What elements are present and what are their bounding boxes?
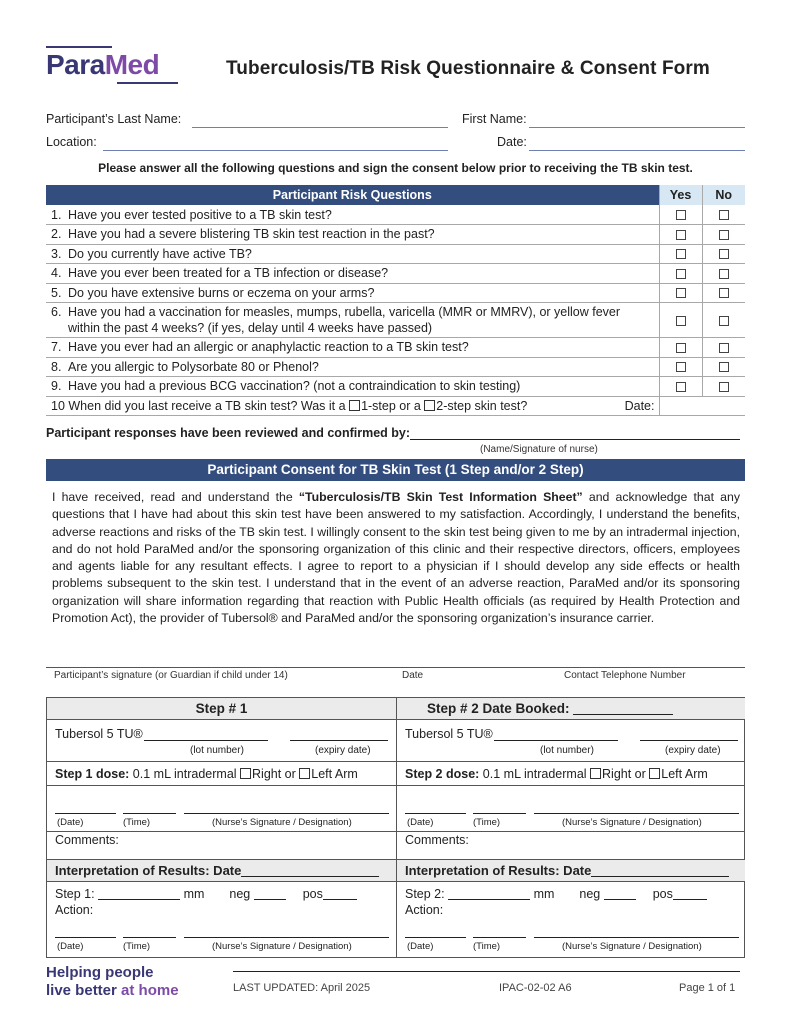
no-checkbox[interactable] bbox=[719, 343, 729, 353]
step-2-header-label: Step # 2 Date Booked: bbox=[427, 701, 570, 716]
question-number: 5. bbox=[51, 285, 62, 300]
result-label: Step 1: bbox=[55, 887, 95, 901]
question-row-10 bbox=[46, 396, 745, 416]
left-arm-checkbox[interactable] bbox=[649, 768, 660, 779]
participant-signature-label: Participant’s signature (or Guardian if child under 14) bbox=[54, 670, 288, 681]
no-checkbox[interactable] bbox=[719, 382, 729, 392]
consent-header: Participant Consent for TB Skin Test (1 Step and/or 2 Step) bbox=[46, 459, 745, 481]
page-title: Tuberculosis/TB Risk Questionnaire & Consent Form bbox=[226, 58, 710, 79]
time-caption: (Time) bbox=[473, 941, 501, 952]
last-name-field[interactable] bbox=[192, 127, 448, 128]
question-row-1 bbox=[46, 205, 745, 225]
result-label: Step 2: bbox=[405, 887, 445, 901]
question-row-3 bbox=[46, 244, 745, 264]
result-nurse-signature-field[interactable] bbox=[534, 937, 739, 938]
interpretation-date-field[interactable] bbox=[241, 863, 379, 877]
admin-date-field[interactable] bbox=[405, 813, 466, 814]
last-test-date-label: Date: bbox=[624, 398, 655, 413]
question-row-2 bbox=[46, 225, 745, 245]
expiry-date-field[interactable] bbox=[640, 740, 738, 741]
question-text: Have you had a previous BCG vaccination? (not a contraindication to skin testing) bbox=[68, 379, 521, 394]
date-caption: (Date) bbox=[57, 941, 84, 952]
left-arm-checkbox[interactable] bbox=[299, 768, 310, 779]
tagline-line1: Helping people bbox=[46, 964, 154, 981]
right-arm-checkbox[interactable] bbox=[240, 768, 251, 779]
last-name-label: Participant’s Last Name: bbox=[46, 112, 182, 126]
participant-signature-line[interactable] bbox=[46, 667, 745, 668]
yes-checkbox[interactable] bbox=[676, 249, 686, 259]
interpretation-date-field[interactable] bbox=[591, 863, 729, 877]
dose-label: Step 2 dose: bbox=[405, 767, 480, 781]
question-text-line2: within the past 4 weeks? (if yes, delay until 4 weeks have passed) bbox=[68, 321, 433, 335]
nurse-signature-caption: (Nurse’s Signature / Designation) bbox=[212, 817, 352, 828]
document-code: IPAC-02-02 A6 bbox=[499, 982, 572, 994]
step-2-tubersol-row bbox=[397, 720, 745, 762]
paramed-logo bbox=[46, 46, 181, 86]
instructions: Please answer all the following questions and sign the consent below prior to receiving the TB skin test. bbox=[98, 161, 693, 175]
lot-number-caption: (lot number) bbox=[540, 745, 594, 756]
question-row-9 bbox=[46, 377, 745, 397]
step-2-booked-date-field[interactable] bbox=[573, 701, 673, 715]
neg-label: neg bbox=[579, 887, 601, 901]
question-number: 4. bbox=[51, 266, 62, 281]
time-caption: (Time) bbox=[123, 817, 151, 828]
no-checkbox[interactable] bbox=[719, 316, 729, 326]
tagline-accent: at home bbox=[121, 982, 179, 999]
date-field[interactable] bbox=[529, 150, 745, 151]
dose-text: 0.1 mL intradermal bbox=[479, 767, 591, 781]
tagline-line2: live better bbox=[46, 982, 122, 999]
step-1-dose-row bbox=[47, 762, 396, 786]
question-text: Have you ever tested positive to a TB skin test? bbox=[68, 207, 332, 222]
action-label: Action: bbox=[405, 903, 444, 917]
right-arm-label: Right or bbox=[602, 767, 650, 781]
time-caption: (Time) bbox=[123, 941, 151, 952]
step-2-dose-row bbox=[397, 762, 745, 786]
dose-label: Step 1 dose: bbox=[55, 767, 130, 781]
nurse-signature-caption: (Nurse’s Signature / Designation) bbox=[562, 941, 702, 952]
question-row-8 bbox=[46, 357, 745, 377]
induration-mm-field[interactable] bbox=[448, 886, 530, 900]
no-checkbox[interactable] bbox=[719, 230, 729, 240]
question-text: Have you ever been treated for a TB infection or disease? bbox=[68, 266, 389, 281]
question-number: 6. bbox=[51, 305, 62, 319]
question-row-5 bbox=[46, 283, 745, 303]
yes-checkbox[interactable] bbox=[676, 230, 686, 240]
consent-text-pre: I have received, read and understand the bbox=[52, 490, 299, 504]
step-1-admin-row bbox=[47, 786, 396, 832]
footer-rule bbox=[233, 971, 740, 972]
question-text: Do you currently have active TB? bbox=[68, 246, 252, 261]
admin-time-field[interactable] bbox=[123, 813, 176, 814]
risk-questions-table bbox=[46, 185, 745, 416]
one-step-label: 1-step or a bbox=[361, 398, 425, 413]
result-time-field[interactable] bbox=[123, 937, 176, 938]
neg-field[interactable] bbox=[604, 886, 636, 900]
risk-questions-header: Participant Risk Questions bbox=[46, 185, 659, 205]
step-2-results bbox=[397, 882, 745, 959]
signature-date-label: Date bbox=[402, 670, 424, 681]
neg-field[interactable] bbox=[254, 886, 286, 900]
tagline bbox=[46, 964, 179, 1000]
no-checkbox[interactable] bbox=[719, 362, 729, 372]
dose-text: 0.1 mL intradermal bbox=[129, 767, 241, 781]
lot-number-field[interactable] bbox=[494, 740, 618, 741]
left-arm-label: Left Arm bbox=[661, 767, 708, 781]
yes-checkbox[interactable] bbox=[676, 382, 686, 392]
yes-checkbox[interactable] bbox=[676, 269, 686, 279]
question-number: 8. bbox=[51, 359, 62, 374]
review-label: Participant responses have been reviewed and confirmed by: bbox=[46, 426, 411, 440]
comments-label: Comments: bbox=[55, 833, 119, 847]
expiry-date-field[interactable] bbox=[290, 740, 388, 741]
lot-number-field[interactable] bbox=[144, 740, 268, 741]
date-label: Date: bbox=[497, 135, 527, 149]
comments-label: Comments: bbox=[405, 833, 469, 847]
tubersol-label: Tubersol 5 TU® bbox=[55, 727, 143, 741]
consent-text bbox=[52, 489, 740, 627]
expiry-date-caption: (expiry date) bbox=[315, 745, 371, 756]
question-text: Have you ever had an allergic or anaphylactic reaction to a TB skin test? bbox=[68, 340, 469, 355]
contact-phone-label: Contact Telephone Number bbox=[564, 670, 686, 681]
step-1-comments[interactable] bbox=[47, 832, 396, 860]
yes-header: Yes bbox=[659, 185, 702, 205]
step-1-header: Step # 1 bbox=[47, 698, 396, 720]
time-caption: (Time) bbox=[473, 817, 501, 828]
step-1-tubersol-row bbox=[47, 720, 396, 762]
right-arm-checkbox[interactable] bbox=[590, 768, 601, 779]
left-arm-label: Left Arm bbox=[311, 767, 358, 781]
question-text: Are you allergic to Polysorbate 80 or Phenol? bbox=[68, 359, 319, 374]
nurse-signature-caption: (Nurse’s Signature / Designation) bbox=[212, 941, 352, 952]
first-name-label: First Name: bbox=[462, 112, 527, 126]
date-caption: (Date) bbox=[407, 941, 434, 952]
yes-checkbox[interactable] bbox=[676, 316, 686, 326]
steps-table bbox=[46, 697, 745, 958]
nurse-signature-field[interactable] bbox=[410, 439, 740, 440]
action-label: Action: bbox=[55, 903, 94, 917]
question-number: 9. bbox=[51, 379, 62, 394]
pos-label: pos bbox=[652, 887, 673, 901]
logo-para: Para bbox=[46, 49, 105, 80]
yes-checkbox[interactable] bbox=[676, 288, 686, 298]
tubersol-label: Tubersol 5 TU® bbox=[405, 727, 493, 741]
interpretation-label: Interpretation of Results: Date bbox=[405, 863, 592, 878]
last-test-date-field[interactable] bbox=[659, 396, 745, 416]
right-arm-label: Right or bbox=[252, 767, 300, 781]
nurse-signature-caption: (Nurse’s Signature / Designation) bbox=[562, 817, 702, 828]
info-sheet-title: “Tuberculosis/TB Skin Test Information Sheet” bbox=[298, 490, 583, 504]
step-2-admin-row bbox=[397, 786, 745, 832]
neg-label: neg bbox=[229, 887, 251, 901]
result-time-field[interactable] bbox=[473, 937, 526, 938]
question-number: 7. bbox=[51, 340, 62, 355]
question-text: Do you have extensive burns or eczema on your arms? bbox=[68, 285, 375, 300]
two-step-label: 2-step skin test? bbox=[436, 398, 528, 413]
question-number: 1. bbox=[51, 207, 62, 222]
yes-checkbox[interactable] bbox=[676, 362, 686, 372]
question-row-4 bbox=[46, 264, 745, 284]
page-number: Page 1 of 1 bbox=[679, 982, 736, 994]
result-date-field[interactable] bbox=[55, 937, 116, 938]
question-row-6 bbox=[46, 303, 745, 338]
no-checkbox[interactable] bbox=[719, 210, 729, 220]
logo-med: Med bbox=[104, 49, 160, 80]
yes-checkbox[interactable] bbox=[676, 343, 686, 353]
pos-field[interactable] bbox=[673, 886, 707, 900]
question-number: 2. bbox=[51, 227, 62, 242]
lot-number-caption: (lot number) bbox=[190, 745, 244, 756]
step-2-header bbox=[397, 698, 745, 720]
one-step-checkbox[interactable] bbox=[349, 400, 360, 411]
question-text: Have you had a vaccination for measles, mumps, rubella, varicella (MMR or MMRV), or yellow fever bbox=[68, 305, 621, 319]
interpretation-label: Interpretation of Results: Date bbox=[55, 863, 242, 878]
yes-checkbox[interactable] bbox=[676, 210, 686, 220]
step-2-interpretation-header bbox=[397, 860, 745, 882]
admin-time-field[interactable] bbox=[473, 813, 526, 814]
last-updated: LAST UPDATED: April 2025 bbox=[233, 982, 371, 994]
question-row-7 bbox=[46, 338, 745, 358]
result-nurse-signature-field[interactable] bbox=[184, 937, 389, 938]
result-date-field[interactable] bbox=[405, 937, 466, 938]
location-field[interactable] bbox=[103, 150, 448, 151]
step-1-column bbox=[47, 698, 397, 957]
first-name-field[interactable] bbox=[529, 127, 745, 128]
question-text: Have you had a severe blistering TB skin test reaction in the past? bbox=[68, 227, 435, 242]
date-caption: (Date) bbox=[57, 817, 84, 828]
step-1-results bbox=[47, 882, 396, 959]
mm-label: mm bbox=[183, 887, 205, 901]
no-header: No bbox=[702, 185, 745, 205]
nurse-signature-caption: (Name/Signature of nurse) bbox=[480, 444, 598, 455]
pos-label: pos bbox=[302, 887, 323, 901]
consent-text-post: and acknowledge that any questions that I have had about this skin test have been answered to my satisfaction. Accordingly, I understand the benefits, adverse reactions and risks of the TB skin test. I willingly consent to the skin test being given to me by an intradermal injection, and do not hold ParaMed and/or the sponsoring organization of this clinic and their respective directors, officers, employees and agents liable for any resultant effects. I agree to report to a physician if I should develop any side effects or health problems subsequent to the skin test. I understand that in the event of an adverse reaction, ParaMed and/or its sponsoring organization will share information regarding that reaction with Public Health officials (as required by Health Protection and Promotion Act), the provider of Tubersol® and ParaMed and/or the sponsoring organization’s insurance carrier. bbox=[52, 490, 740, 626]
logo-top-rule bbox=[46, 46, 112, 48]
admin-nurse-signature-field[interactable] bbox=[184, 813, 389, 814]
question-number: 3. bbox=[51, 246, 62, 261]
admin-date-field[interactable] bbox=[55, 813, 116, 814]
two-step-checkbox[interactable] bbox=[424, 400, 435, 411]
step-2-comments[interactable] bbox=[397, 832, 745, 860]
induration-mm-field[interactable] bbox=[98, 886, 180, 900]
no-checkbox[interactable] bbox=[719, 269, 729, 279]
expiry-date-caption: (expiry date) bbox=[665, 745, 721, 756]
location-label: Location: bbox=[46, 135, 97, 149]
date-caption: (Date) bbox=[407, 817, 434, 828]
pos-field[interactable] bbox=[323, 886, 357, 900]
logo-bottom-rule bbox=[117, 82, 178, 84]
mm-label: mm bbox=[533, 887, 555, 901]
no-checkbox[interactable] bbox=[719, 249, 729, 259]
step-2-column bbox=[397, 698, 745, 957]
step-1-interpretation-header bbox=[47, 860, 396, 882]
admin-nurse-signature-field[interactable] bbox=[534, 813, 739, 814]
question-text: 10 When did you last receive a TB skin test? Was it a bbox=[51, 398, 350, 413]
no-checkbox[interactable] bbox=[719, 288, 729, 298]
